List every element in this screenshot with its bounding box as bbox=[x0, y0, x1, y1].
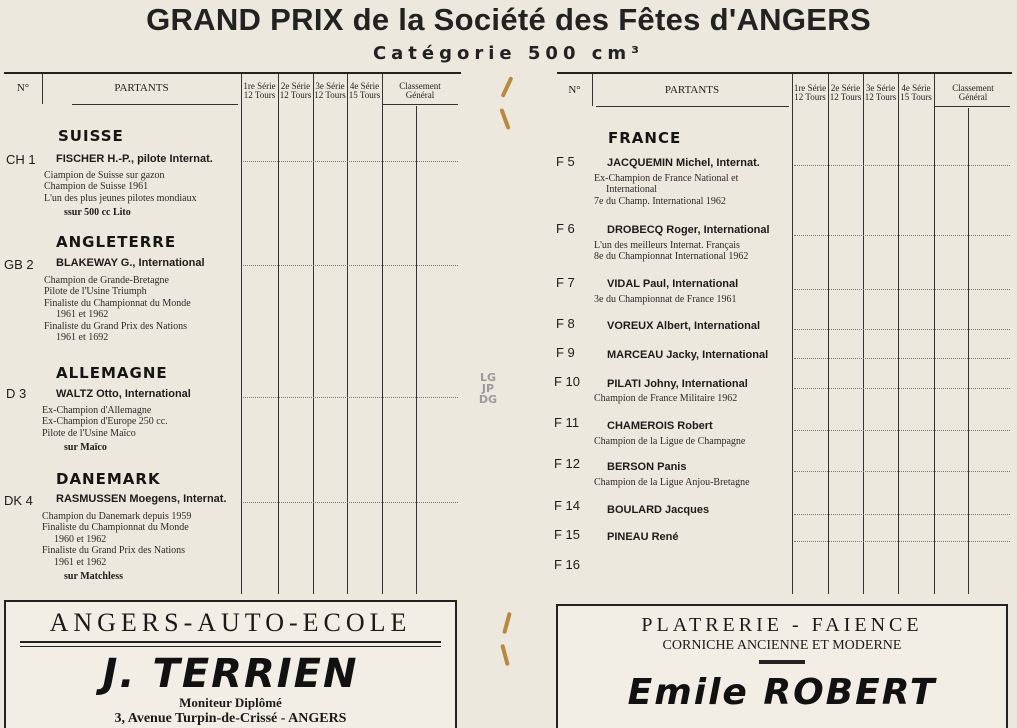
rider-description: Ciampion de Suisse sur gazon Champion de Suisse 1961 L'un des plus jeunes pilotes mondiaux bbox=[44, 170, 197, 204]
rider-name: PINEAU René bbox=[607, 531, 679, 543]
rider-name: PILATI Johny, International bbox=[607, 378, 748, 390]
left-col-serie-4: 4e Série 15 Tours bbox=[348, 81, 381, 100]
right-col-serie-2: 2e Série 12 Tours bbox=[829, 83, 862, 102]
rider-name: FISCHER H.-P., pilote Internat. bbox=[56, 153, 213, 165]
rider-name: WALTZ Otto, International bbox=[56, 388, 191, 400]
staple bbox=[502, 612, 512, 634]
left-col-line bbox=[347, 74, 348, 594]
left-col-line bbox=[241, 74, 242, 594]
country-heading: FRANCE bbox=[608, 129, 682, 147]
left-col-serie-1: 1re Série 12 Tours bbox=[243, 81, 276, 100]
left-col-partants: PARTANTS bbox=[114, 82, 169, 94]
right-col-serie-4: 4e Série 15 Tours bbox=[900, 83, 932, 102]
right-top-rule bbox=[557, 72, 1012, 74]
ad-business-type: PLATRERIE - FAIENCE bbox=[641, 614, 923, 636]
result-line bbox=[794, 329, 1010, 330]
rider-description: L'un des meilleurs Internat. Français 8e du Championnat International 1962 bbox=[594, 240, 749, 263]
right-header-underline bbox=[934, 106, 1010, 107]
rider-description: Champion du Danemark depuis 1959 Finaliste du Championnat du Monde 1960 et 1962 Finaliste du Grand Prix des Nations 1961 et 1962 bbox=[42, 511, 192, 568]
left-col-num: N° bbox=[16, 82, 30, 94]
ad-address: 3, Avenue Turpin-de-Crissé - ANGERS bbox=[114, 711, 347, 726]
left-top-rule bbox=[4, 72, 461, 74]
rider-number: F 8 bbox=[556, 316, 575, 331]
ad-platrerie bbox=[556, 604, 1008, 728]
rider-number: F 10 bbox=[554, 374, 581, 389]
rider-machine: ssur 500 cc Lito bbox=[64, 207, 131, 218]
left-col-line bbox=[416, 106, 417, 594]
rider-number: D 3 bbox=[6, 386, 27, 401]
rider-number: F 16 bbox=[554, 557, 581, 572]
right-col-line bbox=[934, 74, 935, 594]
staple bbox=[501, 76, 514, 98]
rider-description: Ex-Champion d'Allemagne Ex-Champion d'Europe 250 cc. Pilote de l'Usine Maïco bbox=[42, 405, 168, 439]
rider-number: F 7 bbox=[556, 275, 575, 290]
right-col-classement: Classement Général bbox=[952, 83, 994, 102]
rider-description: Champion de France Militaire 1962 bbox=[594, 393, 738, 404]
right-col-partants: PARTANTS bbox=[664, 84, 720, 96]
page-subtitle: Catégorie 500 cm³ bbox=[372, 43, 645, 64]
right-col-line bbox=[792, 74, 793, 594]
rider-description: Champion de Grande-Bretagne Pilote de l'Usine Triumph Finaliste du Championnat du Monde 1961 et 1962 Finaliste du Grand Prix des Nations 1961 et 1692 bbox=[44, 275, 191, 344]
rider-description: Champion de la Ligue de Champagne bbox=[594, 436, 746, 447]
right-col-line bbox=[863, 74, 864, 594]
left-col-serie-3: 3e Série 12 Tours bbox=[314, 81, 346, 100]
rider-number: F 11 bbox=[554, 415, 580, 430]
rider-name: BERSON Panis bbox=[607, 461, 687, 473]
result-line bbox=[794, 514, 1010, 515]
right-col-serie-3: 3e Série 12 Tours bbox=[864, 83, 897, 102]
country-heading: SUISSE bbox=[58, 127, 124, 145]
rider-name: BLAKEWAY G., International bbox=[56, 257, 205, 269]
rider-number: F 15 bbox=[554, 527, 581, 542]
ad-title: Moniteur Diplômé bbox=[179, 695, 282, 710]
result-line bbox=[794, 471, 1010, 472]
rider-name: VIDAL Paul, International bbox=[607, 278, 739, 290]
left-col-line bbox=[313, 74, 314, 594]
rider-number: DK 4 bbox=[4, 493, 33, 508]
rider-name: VOREUX Albert, International bbox=[607, 320, 761, 332]
right-col-line bbox=[828, 74, 829, 594]
ad-owner-name: Emile ROBERT bbox=[627, 672, 937, 713]
left-header-underline bbox=[72, 104, 238, 105]
left-col-serie-2: 2e Série 12 Tours bbox=[279, 81, 312, 100]
rider-number: F 6 bbox=[556, 221, 575, 236]
country-heading: DANEMARK bbox=[56, 470, 161, 488]
rider-description: 3e du Championnat de France 1961 bbox=[594, 294, 737, 305]
right-header-underline bbox=[596, 106, 789, 107]
result-line bbox=[243, 502, 458, 503]
result-line bbox=[794, 388, 1010, 389]
result-line bbox=[794, 358, 1010, 359]
ad-wavy-divider bbox=[20, 641, 441, 647]
ad-auto-ecole bbox=[4, 600, 457, 728]
result-line bbox=[243, 161, 458, 162]
result-line bbox=[794, 289, 1010, 290]
rider-number: F 5 bbox=[556, 154, 575, 169]
right-col-num: N° bbox=[568, 84, 581, 96]
rider-name: JACQUEMIN Michel, Internat. bbox=[607, 157, 760, 169]
ad-business-detail: CORNICHE ANCIENNE ET MODERNE bbox=[662, 638, 902, 653]
rider-number: GB 2 bbox=[4, 257, 34, 272]
country-heading: ANGLETERRE bbox=[56, 233, 177, 251]
rider-name: RASMUSSEN Moegens, Internat. bbox=[56, 493, 227, 505]
left-col-line bbox=[278, 74, 279, 594]
rider-description: Ex-Champion de France National et International 7e du Champ. International 1962 bbox=[594, 173, 739, 207]
ad-owner-name: J. TERRIEN bbox=[102, 651, 359, 697]
library-stamp: LG JP DG bbox=[478, 371, 498, 406]
right-col-serie-1: 1re Série 12 Tours bbox=[793, 83, 827, 102]
result-line bbox=[794, 430, 1010, 431]
country-heading: ALLEMAGNE bbox=[56, 364, 168, 382]
rider-machine: sur Matchless bbox=[64, 571, 123, 582]
right-col-line bbox=[968, 108, 969, 594]
rider-name: DROBECQ Roger, International bbox=[607, 224, 770, 236]
rider-number: F 12 bbox=[554, 456, 581, 471]
page-title: GRAND PRIX de la Société des Fêtes d'ANGERS bbox=[146, 2, 871, 37]
rider-number: CH 1 bbox=[6, 152, 36, 167]
rider-name: BOULARD Jacques bbox=[607, 504, 710, 516]
rider-description: Champion de la Ligue Anjou-Bretagne bbox=[594, 477, 750, 488]
result-line bbox=[794, 541, 1010, 542]
staple bbox=[499, 108, 510, 130]
result-line bbox=[794, 235, 1010, 236]
right-col-line bbox=[898, 74, 899, 594]
rider-name: CHAMEROIS Robert bbox=[607, 420, 713, 432]
left-col-classement: Classement Général bbox=[399, 81, 441, 100]
rider-number: F 9 bbox=[556, 345, 575, 360]
rider-number: F 14 bbox=[554, 498, 581, 513]
left-header-underline bbox=[382, 104, 458, 105]
left-col-line bbox=[382, 74, 383, 594]
rider-machine: sur Maïco bbox=[64, 442, 107, 453]
staple bbox=[500, 644, 510, 666]
ad-school-name: ANGERS-AUTO-ECOLE bbox=[49, 608, 412, 637]
result-line bbox=[243, 265, 458, 266]
ad-divider bbox=[759, 660, 805, 664]
rider-name: MARCEAU Jacky, International bbox=[607, 349, 769, 361]
result-line bbox=[794, 165, 1010, 166]
result-line bbox=[243, 397, 458, 398]
